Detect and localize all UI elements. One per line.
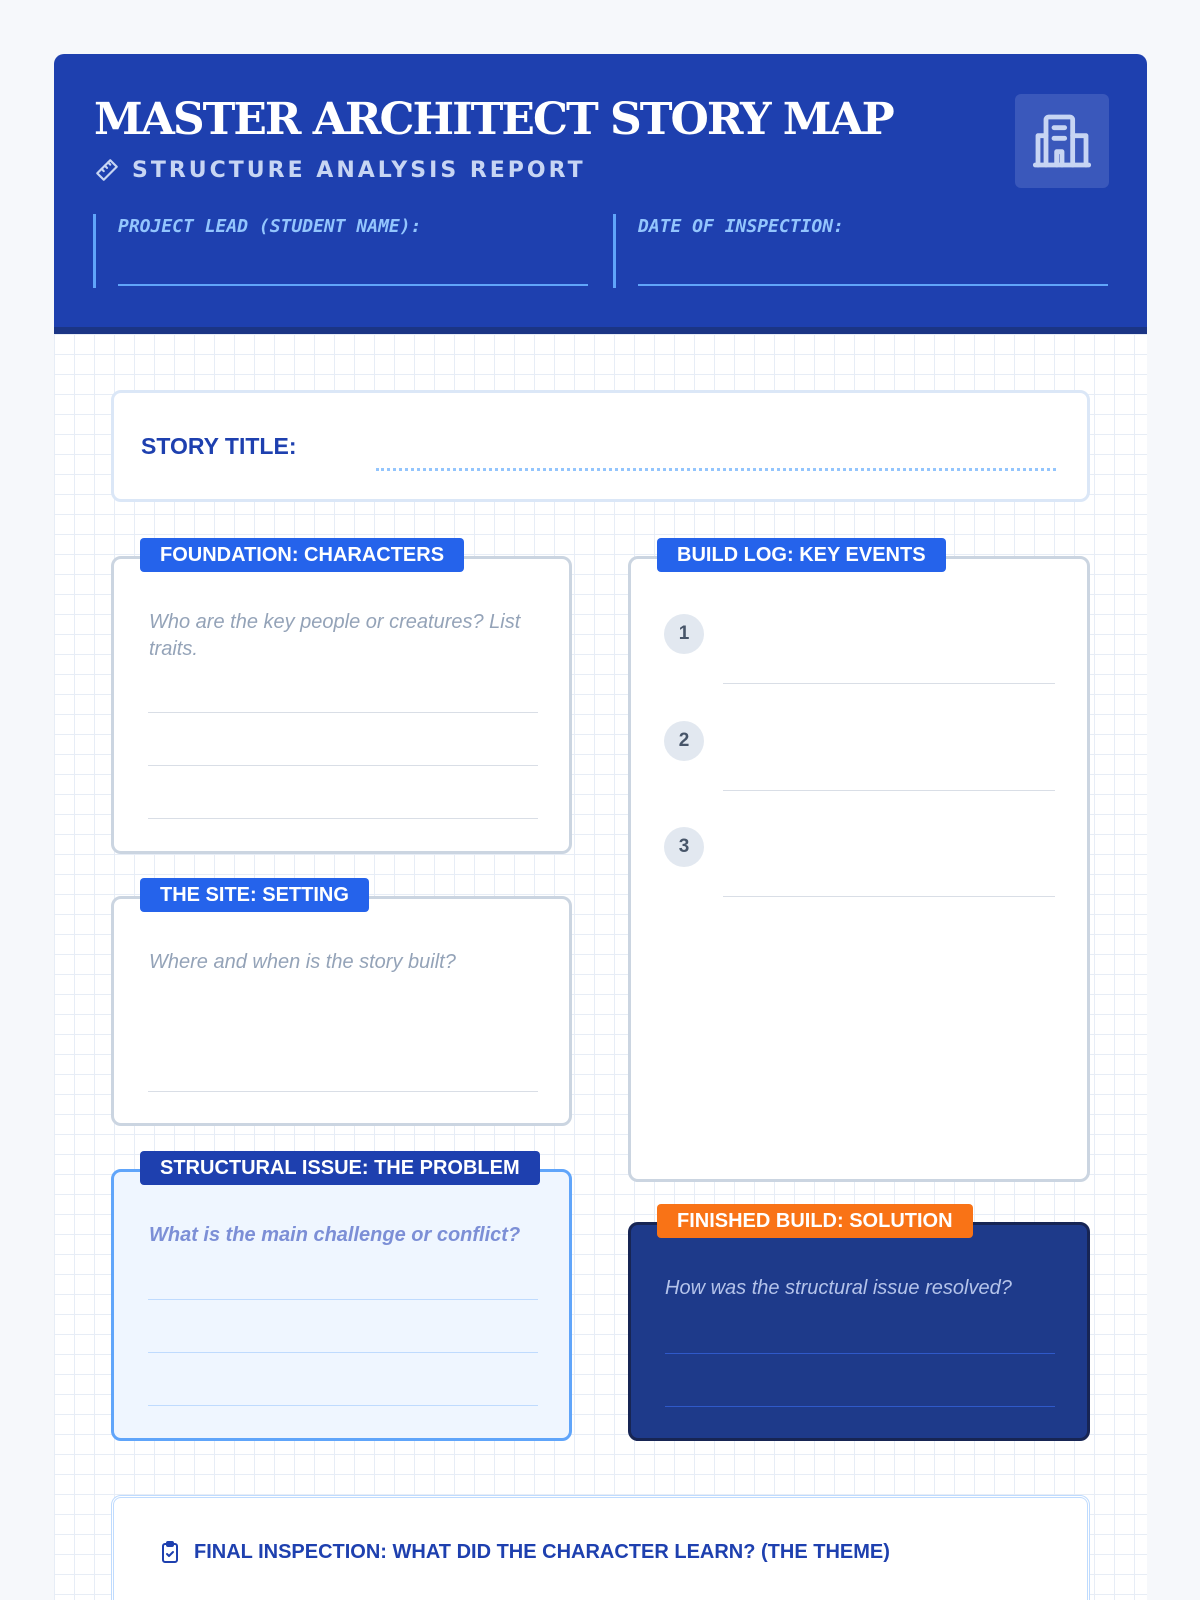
theme-label: FINAL INSPECTION: WHAT DID THE CHARACTER LEARN? (THE THEME) bbox=[194, 1540, 890, 1563]
characters-line-3[interactable] bbox=[148, 818, 538, 819]
event-number-1: 1 bbox=[664, 614, 704, 654]
problem-tag: STRUCTURAL ISSUE: THE PROBLEM bbox=[140, 1151, 540, 1185]
characters-card bbox=[111, 556, 572, 854]
event-line-2[interactable] bbox=[723, 790, 1055, 791]
date-field[interactable] bbox=[613, 214, 1109, 288]
characters-tag: FOUNDATION: CHARACTERS bbox=[140, 538, 464, 572]
building-icon bbox=[1030, 109, 1094, 173]
theme-heading bbox=[158, 1540, 890, 1564]
problem-line-1[interactable] bbox=[148, 1299, 538, 1300]
events-tag: BUILD LOG: KEY EVENTS bbox=[657, 538, 946, 572]
date-label: DATE OF INSPECTION: bbox=[638, 216, 844, 237]
story-title-card bbox=[111, 390, 1090, 502]
page-title: MASTER ARCHITECT STORY MAP bbox=[94, 94, 893, 145]
problem-card bbox=[111, 1169, 572, 1441]
ruler-icon bbox=[94, 157, 120, 183]
worksheet-page bbox=[54, 54, 1147, 1600]
setting-card bbox=[111, 896, 572, 1126]
page-subtitle: STRUCTURE ANALYSIS REPORT bbox=[132, 157, 586, 183]
event-number-3: 3 bbox=[664, 827, 704, 867]
event-line-1[interactable] bbox=[723, 683, 1055, 684]
subtitle-row bbox=[94, 156, 586, 184]
solution-card bbox=[628, 1222, 1090, 1441]
story-title-line[interactable] bbox=[376, 468, 1056, 471]
student-name-label: PROJECT LEAD (STUDENT NAME): bbox=[118, 216, 422, 237]
characters-line-2[interactable] bbox=[148, 765, 538, 766]
event-number-2: 2 bbox=[664, 721, 704, 761]
setting-line-1[interactable] bbox=[148, 1091, 538, 1092]
solution-line-2[interactable] bbox=[665, 1406, 1055, 1407]
date-line[interactable] bbox=[638, 284, 1108, 286]
setting-tag: THE SITE: SETTING bbox=[140, 878, 369, 912]
event-line-3[interactable] bbox=[723, 896, 1055, 897]
header-banner bbox=[54, 54, 1147, 334]
student-name-field[interactable] bbox=[93, 214, 573, 288]
building-icon-box bbox=[1015, 94, 1109, 188]
problem-prompt: What is the main challenge or conflict? bbox=[149, 1224, 521, 1246]
solution-prompt: How was the structural issue resolved? bbox=[665, 1277, 1012, 1299]
clipboard-check-icon bbox=[158, 1540, 182, 1564]
solution-tag: FINISHED BUILD: SOLUTION bbox=[657, 1204, 973, 1238]
theme-card bbox=[111, 1495, 1090, 1600]
characters-line-1[interactable] bbox=[148, 712, 538, 713]
setting-prompt: Where and when is the story built? bbox=[149, 951, 456, 973]
problem-line-3[interactable] bbox=[148, 1405, 538, 1406]
solution-line-1[interactable] bbox=[665, 1353, 1055, 1354]
problem-line-2[interactable] bbox=[148, 1352, 538, 1353]
story-title-label: STORY TITLE: bbox=[141, 433, 297, 459]
events-card bbox=[628, 556, 1090, 1182]
characters-prompt: Who are the key people or creatures? List traits. bbox=[149, 611, 521, 660]
student-name-line[interactable] bbox=[118, 284, 588, 286]
